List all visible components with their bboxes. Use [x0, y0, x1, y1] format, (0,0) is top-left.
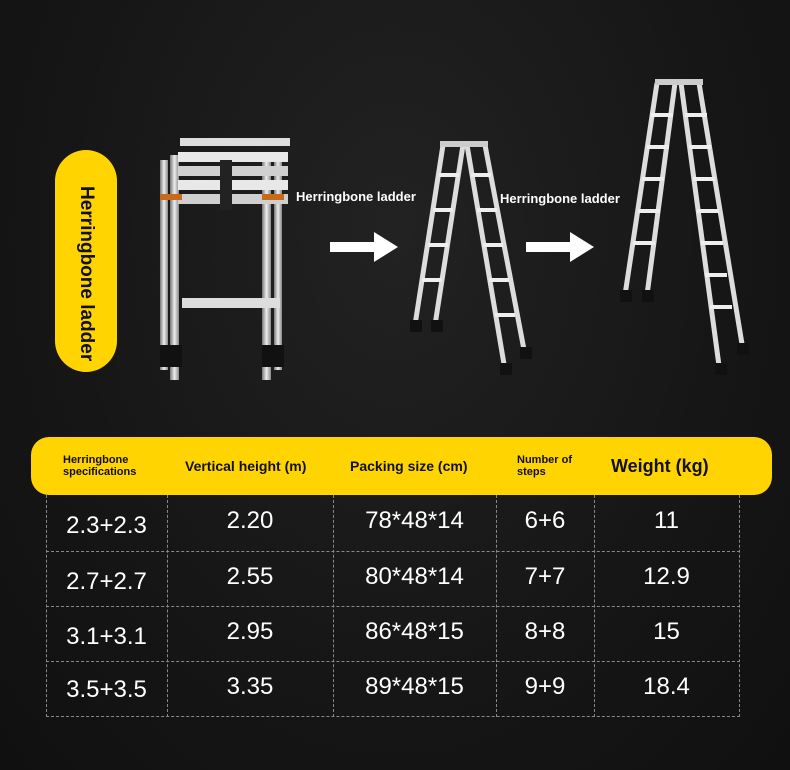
header-weight: Weight (kg)	[611, 455, 709, 476]
table-cell: 18.4	[643, 673, 690, 700]
table-cell: 3.35	[226, 673, 274, 700]
table-cell: 15	[653, 618, 680, 645]
table-cell: 11	[654, 507, 679, 534]
spec-table	[46, 495, 740, 717]
table-cell: 86*48*15	[365, 618, 464, 645]
table-cell: 2.20	[226, 507, 274, 534]
header-packing: Packing size (cm)	[350, 458, 468, 474]
arrow-label-1: Herringbone ladder	[296, 189, 416, 204]
table-cell: 12.9	[643, 563, 690, 590]
header-height: Vertical height (m)	[185, 458, 307, 474]
table-cell: 3.1+3.1	[66, 622, 147, 650]
table-cell: 9+9	[524, 673, 566, 700]
table-cell: 80*48*14	[365, 563, 464, 590]
table-cell: 3.5+3.5	[66, 675, 147, 703]
table-cell: 2.7+2.7	[66, 567, 147, 595]
header-spec: Herringbone specifications	[63, 454, 137, 478]
table-cell: 78*48*14	[365, 507, 464, 534]
table-cell: 6+6	[524, 507, 566, 534]
table-cell: 2.55	[226, 563, 274, 590]
herringbone-ladder-large-image	[615, 75, 755, 380]
table-cell: 8+8	[524, 618, 566, 645]
pill-label: Herringbone ladder	[76, 186, 97, 362]
table-cell: 89*48*15	[365, 673, 464, 700]
arrow-label-2: Herringbone ladder	[500, 191, 620, 206]
table-cell: 7+7	[524, 563, 566, 590]
herringbone-ladder-small-image	[405, 135, 535, 380]
table-cell: 2.3+2.3	[66, 512, 147, 539]
header-steps: Number of steps	[517, 454, 572, 478]
right-arrow-icon	[330, 232, 398, 262]
spec-table-header	[31, 437, 772, 495]
table-cell: 2.95	[226, 618, 274, 645]
ladder-type-pill	[55, 150, 117, 372]
right-arrow-icon	[526, 232, 594, 262]
folded-ladder-image	[150, 130, 310, 385]
